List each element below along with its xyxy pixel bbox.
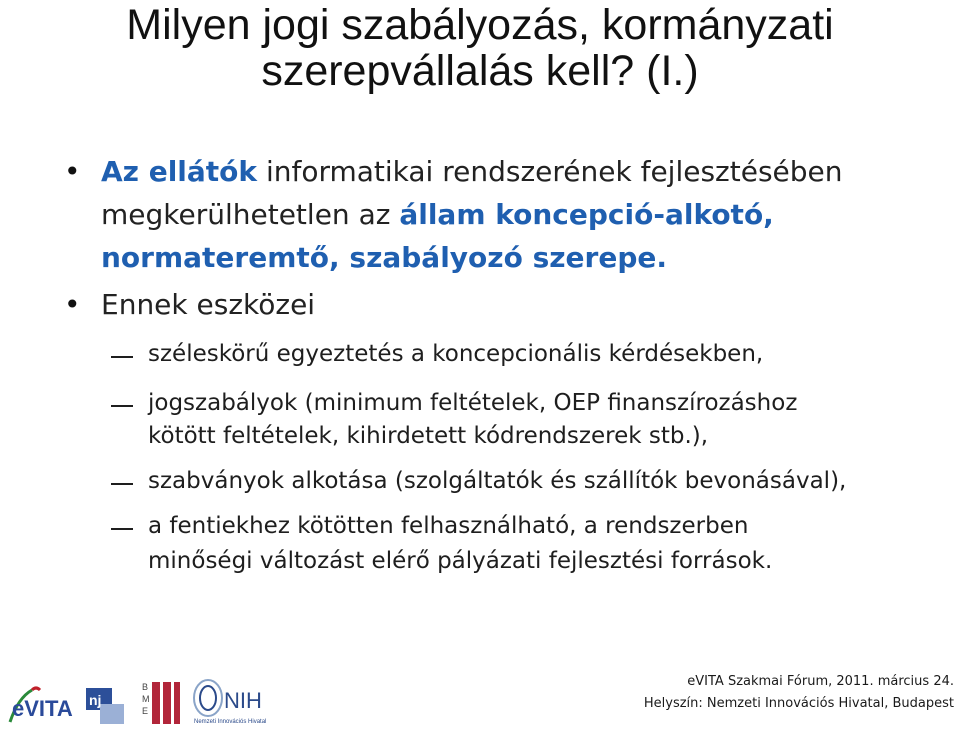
dash-icon: [111, 528, 133, 530]
bullet-1-line2-highlight: állam koncepció-alkotó,: [399, 198, 774, 231]
subitem-2-line1: jogszabályok (minimum feltételek, OEP finanszírozáshoz: [148, 390, 798, 416]
bullet-2: [64, 283, 316, 326]
title-line-2: szerepvállalás kell? (I.): [261, 47, 699, 95]
evita-logo-text: eVITA: [12, 696, 73, 721]
nj-logo: [86, 688, 126, 726]
svg-text:nj: nj: [89, 692, 102, 708]
svg-text:E: E: [142, 706, 149, 716]
nih-logo-text: NIH: [224, 688, 262, 713]
bullet-1-highlight: Az ellátók: [101, 155, 258, 188]
svg-text:B: B: [142, 682, 149, 692]
footer-location: Helyszín: Nemzeti Innovációs Hivatal, Budapest: [643, 696, 954, 711]
bullet-dot-icon: •: [64, 288, 81, 321]
subitem-4-line2: minőségi változást elérő pályázati fejlesztési források.: [148, 548, 773, 574]
dash-icon: [111, 405, 133, 407]
subitem-3: szabványok alkotása (szolgáltatók és szállítók bevonásával),: [148, 468, 847, 494]
bullet-1-line3-highlight: normateremtő, szabályozó szerepe.: [101, 241, 667, 274]
dash-icon: [111, 356, 133, 358]
nih-logo-caption: Nemzeti Innovációs Hivatal: [194, 719, 267, 725]
svg-text:M: M: [142, 694, 150, 704]
bullet-2-text: Ennek eszközei: [101, 288, 316, 321]
evita-logo: [6, 676, 76, 726]
bme-logo: [141, 678, 183, 728]
nih-logo: [190, 676, 278, 726]
title-line-1: Milyen jogi szabályozás, kormányzati: [126, 1, 834, 49]
slide-title: [0, 2, 960, 94]
bullet-dot-icon: •: [64, 155, 81, 188]
dash-icon: [111, 483, 133, 485]
bullet-1: [64, 150, 941, 279]
subitem-1: széleskörű egyeztetés a koncepcionális kérdésekben,: [148, 341, 764, 367]
subitem-4-line1: a fentiekhez kötötten felhasználható, a rendszerben: [148, 513, 749, 539]
footer-event: eVITA Szakmai Fórum, 2011. március 24.: [687, 674, 954, 689]
subitem-2-line2: kötött feltételek, kihirdetett kódrendszerek stb.),: [148, 423, 709, 449]
bullet-1-text: informatikai rendszerének fejlesztésében: [257, 155, 843, 188]
bullet-1-line2-text: megkerülhetetlen az: [101, 198, 400, 231]
